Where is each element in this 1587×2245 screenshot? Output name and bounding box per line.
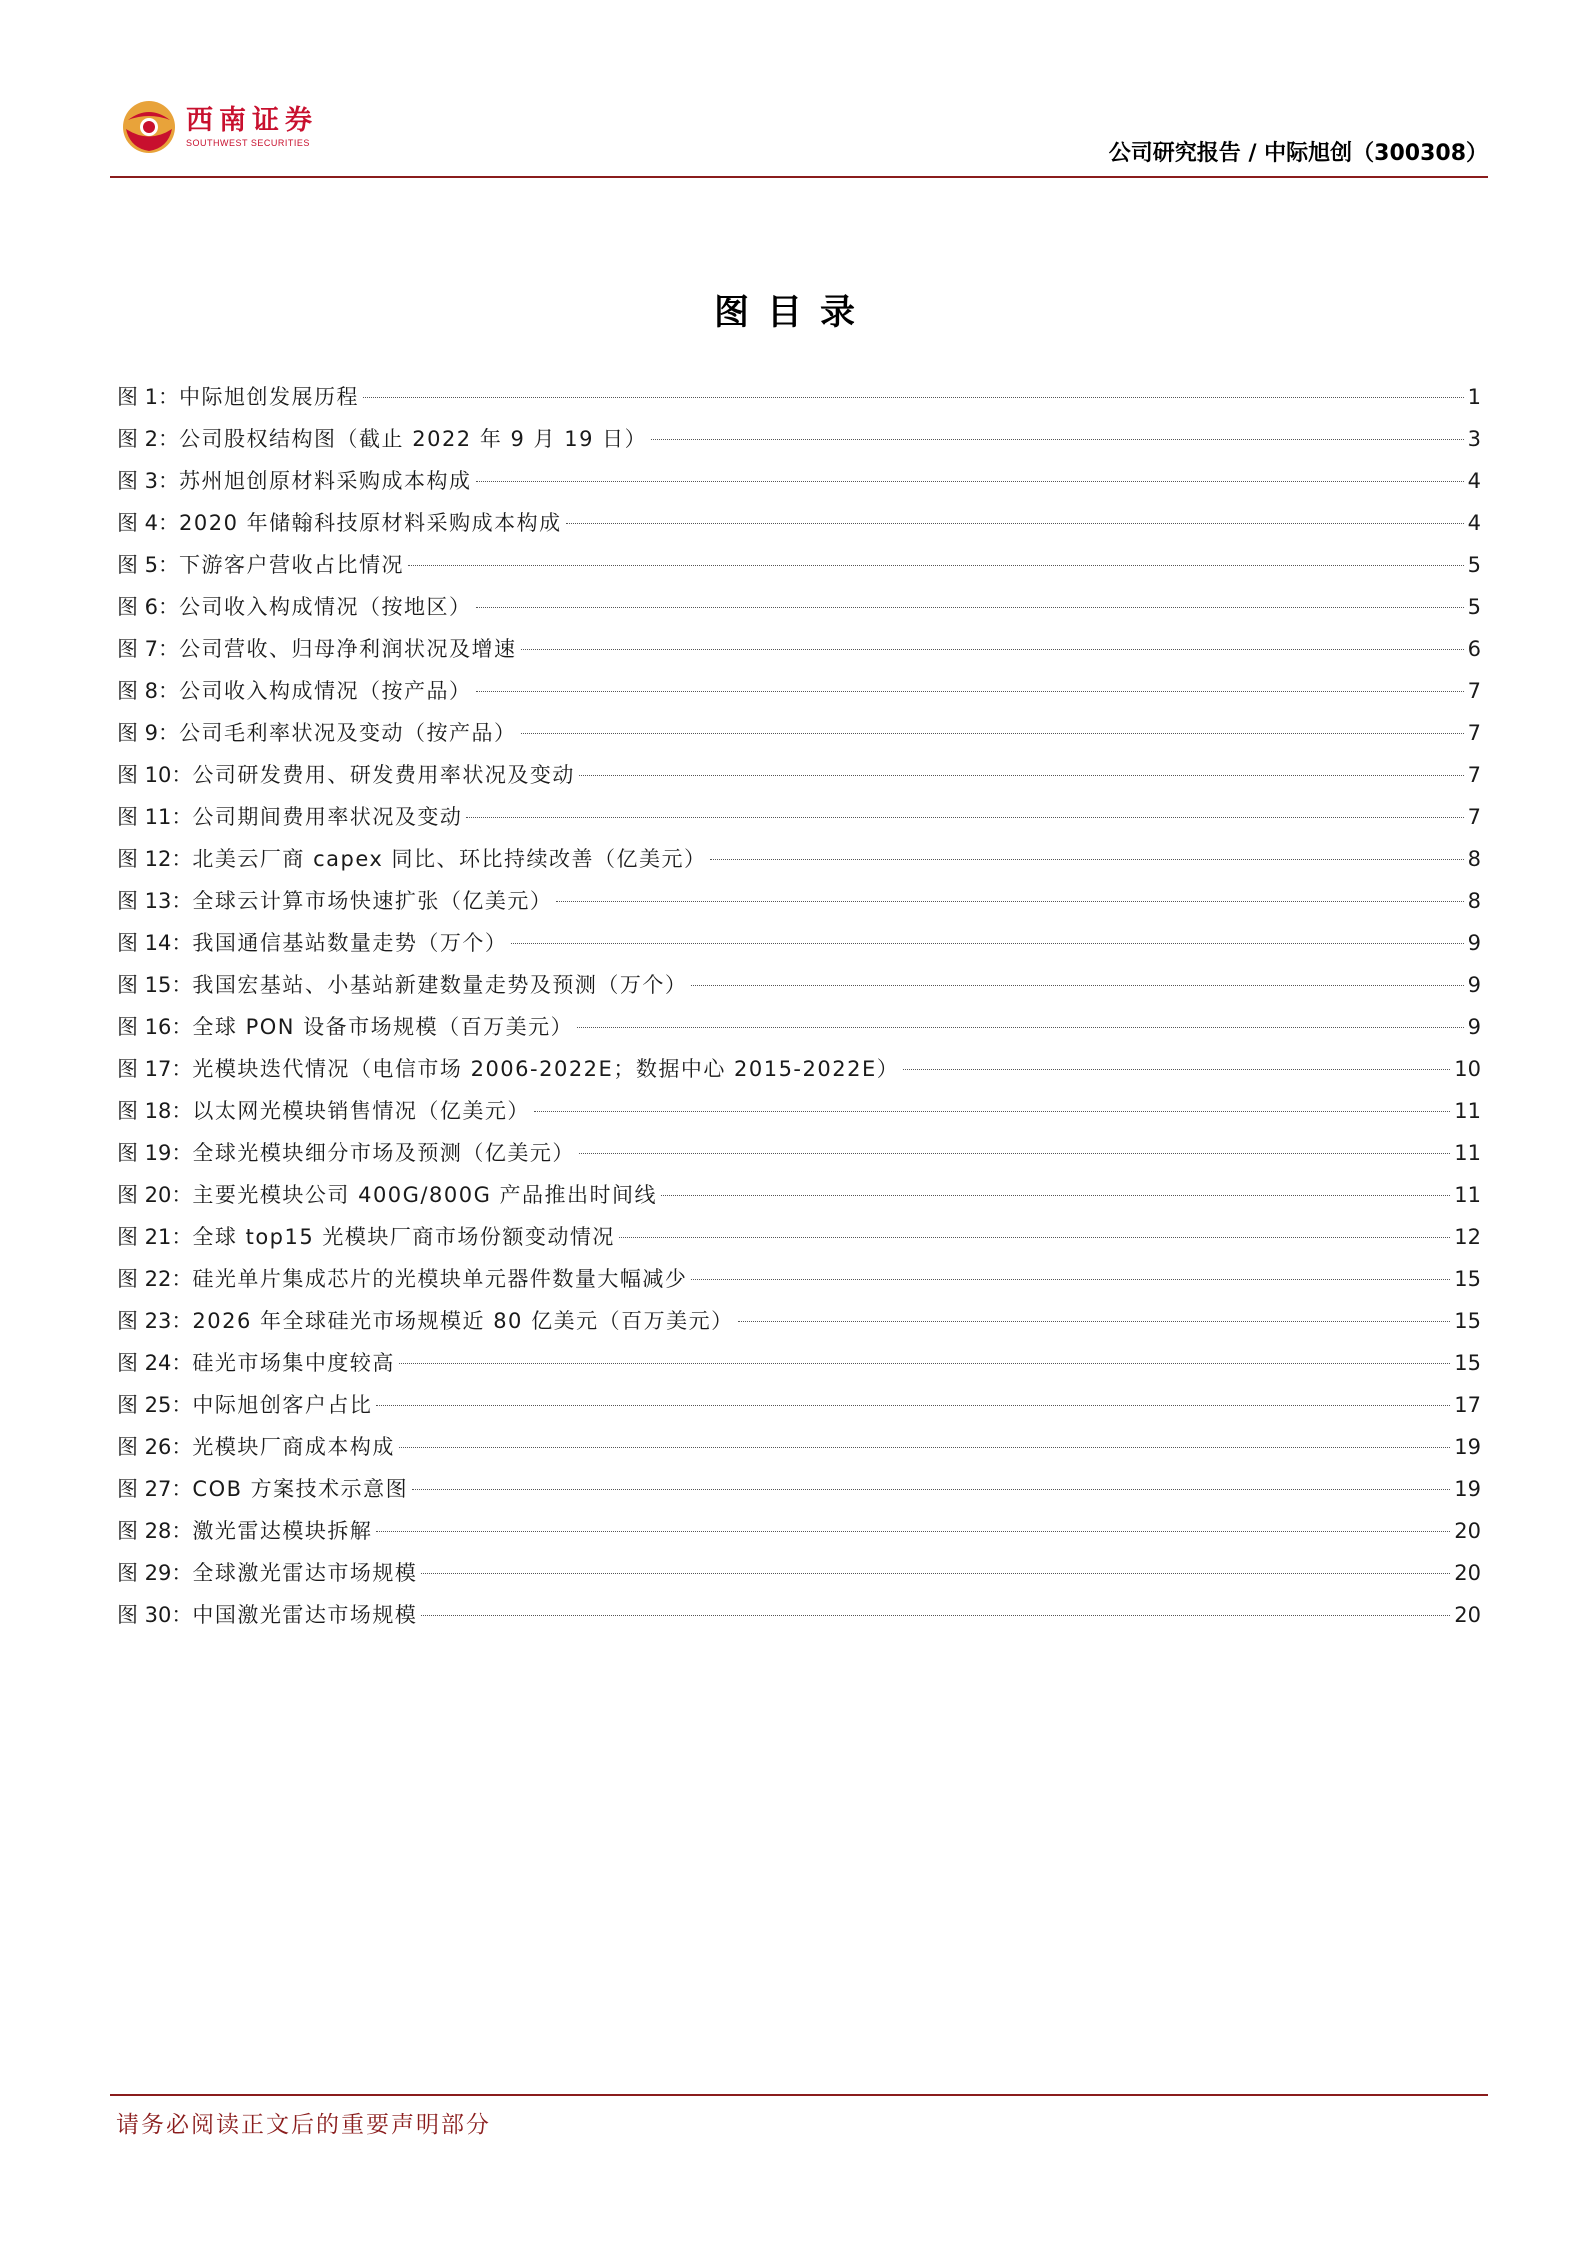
toc-entry-title: 公司收入构成情况（按地区） <box>179 595 472 619</box>
toc-leader-dots <box>376 1405 1450 1406</box>
toc-entry[interactable] <box>117 1468 1481 1510</box>
toc-entry-title: 硅光市场集中度较高 <box>192 1351 395 1375</box>
page-header <box>110 92 1488 178</box>
toc-entry-title: 2020 年储翰科技原材料采购成本构成 <box>179 511 562 535</box>
toc-entry[interactable] <box>117 1384 1481 1426</box>
toc-leader-dots <box>421 1573 1450 1574</box>
toc-leader-dots <box>421 1615 1450 1616</box>
toc-leader-dots <box>412 1489 1450 1490</box>
toc-leader-dots <box>577 1027 1463 1028</box>
toc-entry-page-number: 6 <box>1467 637 1481 661</box>
toc-entry-label: 图 17： <box>117 1057 193 1081</box>
toc-entry-label: 图 1： <box>117 385 180 409</box>
toc-entry[interactable] <box>117 964 1481 1006</box>
toc-entry-page-number: 12 <box>1454 1225 1481 1249</box>
toc-leader-dots <box>903 1069 1450 1070</box>
toc-entry[interactable] <box>117 1552 1481 1594</box>
toc-leader-dots <box>710 859 1463 860</box>
toc-leader-dots <box>651 439 1464 440</box>
toc-entry-title: 以太网光模块销售情况（亿美元） <box>192 1099 530 1123</box>
logo-chinese-name: 西南证券 <box>186 105 318 136</box>
toc-entry-label: 图 16： <box>117 1015 193 1039</box>
toc-entry-page-number: 7 <box>1467 721 1481 745</box>
toc-entry[interactable] <box>117 1426 1481 1468</box>
toc-entry-title: 全球激光雷达市场规模 <box>192 1561 418 1585</box>
toc-entry-page-number: 11 <box>1454 1099 1481 1123</box>
toc-leader-dots <box>661 1195 1450 1196</box>
toc-entry[interactable] <box>117 1216 1481 1258</box>
toc-entry-page-number: 15 <box>1454 1309 1481 1333</box>
toc-entry[interactable] <box>117 1132 1481 1174</box>
toc-entry-title: 公司期间费用率状况及变动 <box>192 805 463 829</box>
toc-entry-label: 图 14： <box>117 931 193 955</box>
toc-entry-page-number: 7 <box>1467 805 1481 829</box>
toc-entry[interactable] <box>117 1300 1481 1342</box>
toc-entry[interactable] <box>117 1258 1481 1300</box>
toc-entry-page-number: 11 <box>1454 1141 1481 1165</box>
toc-entry-title: 2026 年全球硅光市场规模近 80 亿美元（百万美元） <box>192 1309 734 1333</box>
toc-entry-page-number: 7 <box>1467 763 1481 787</box>
toc-entry-page-number: 8 <box>1467 847 1481 871</box>
toc-entry-title: 公司研发费用、研发费用率状况及变动 <box>192 763 575 787</box>
toc-entry[interactable] <box>117 460 1481 502</box>
toc-entry-page-number: 4 <box>1467 469 1481 493</box>
footer-disclaimer: 请务必阅读正文后的重要声明部分 <box>116 2112 491 2138</box>
toc-leader-dots <box>579 1153 1450 1154</box>
toc-leader-dots <box>466 817 1463 818</box>
toc-entry-label: 图 7： <box>117 637 180 661</box>
toc-entry-page-number: 15 <box>1454 1351 1481 1375</box>
toc-entry-title: 光模块厂商成本构成 <box>192 1435 395 1459</box>
toc-entry-page-number: 20 <box>1454 1519 1481 1543</box>
toc-entry-title: 硅光单片集成芯片的光模块单元器件数量大幅减少 <box>192 1267 688 1291</box>
toc-entry-label: 图 5： <box>117 553 180 577</box>
toc-entry-label: 图 10： <box>117 763 193 787</box>
toc-entry-label: 图 29： <box>117 1561 193 1585</box>
toc-entry-label: 图 22： <box>117 1267 193 1291</box>
toc-entry-page-number: 15 <box>1454 1267 1481 1291</box>
toc-leader-dots <box>476 607 1464 608</box>
toc-entry-label: 图 8： <box>117 679 180 703</box>
toc-entry-page-number: 4 <box>1467 511 1481 535</box>
toc-entry-label: 图 6： <box>117 595 180 619</box>
toc-leader-dots <box>408 565 1464 566</box>
toc-entry-page-number: 7 <box>1467 679 1481 703</box>
toc-entry[interactable] <box>117 838 1481 880</box>
logo-emblem-icon <box>120 98 178 156</box>
toc-entry-page-number: 1 <box>1467 385 1481 409</box>
toc-entry[interactable] <box>117 1510 1481 1552</box>
toc-entry-label: 图 12： <box>117 847 193 871</box>
toc-entry[interactable] <box>117 1048 1481 1090</box>
toc-leader-dots <box>476 481 1464 482</box>
toc-entry-title: 北美云厂商 capex 同比、环比持续改善（亿美元） <box>192 847 707 871</box>
figure-table-of-contents <box>117 376 1481 1636</box>
toc-entry-title: 我国宏基站、小基站新建数量走势及预测（万个） <box>192 973 688 997</box>
toc-entry[interactable] <box>117 502 1481 544</box>
toc-entry[interactable] <box>117 1006 1481 1048</box>
page-title: 图目录 <box>713 293 873 333</box>
toc-entry-page-number: 19 <box>1454 1477 1481 1501</box>
toc-entry-page-number: 9 <box>1467 973 1481 997</box>
toc-entry-label: 图 2： <box>117 427 180 451</box>
toc-entry-label: 图 4： <box>117 511 180 535</box>
toc-entry[interactable] <box>117 544 1481 586</box>
toc-entry-label: 图 3： <box>117 469 180 493</box>
toc-entry-label: 图 15： <box>117 973 193 997</box>
toc-entry-title: 光模块迭代情况（电信市场 2006-2022E；数据中心 2015-2022E） <box>192 1057 900 1081</box>
toc-entry-label: 图 24： <box>117 1351 193 1375</box>
toc-leader-dots <box>521 733 1464 734</box>
toc-entry-title: 全球云计算市场快速扩张（亿美元） <box>192 889 553 913</box>
toc-entry[interactable] <box>117 670 1481 712</box>
toc-entry[interactable] <box>117 1174 1481 1216</box>
toc-entry-label: 图 13： <box>117 889 193 913</box>
toc-entry-page-number: 20 <box>1454 1603 1481 1627</box>
toc-entry-label: 图 20： <box>117 1183 193 1207</box>
toc-entry-page-number: 3 <box>1467 427 1481 451</box>
toc-leader-dots <box>521 649 1464 650</box>
toc-entry[interactable] <box>117 1090 1481 1132</box>
toc-entry[interactable] <box>117 880 1481 922</box>
logo-english-name: SOUTHWEST SECURITIES <box>186 138 310 148</box>
toc-entry-title: 全球光模块细分市场及预测（亿美元） <box>192 1141 575 1165</box>
toc-leader-dots <box>376 1531 1450 1532</box>
toc-leader-dots <box>556 901 1463 902</box>
toc-leader-dots <box>738 1321 1451 1322</box>
toc-entry-title: 全球 PON 设备市场规模（百万美元） <box>192 1015 574 1039</box>
toc-entry-label: 图 9： <box>117 721 180 745</box>
toc-leader-dots <box>511 943 1463 944</box>
toc-entry-label: 图 19： <box>117 1141 193 1165</box>
toc-entry-title: 我国通信基站数量走势（万个） <box>192 931 508 955</box>
toc-leader-dots <box>363 397 1464 398</box>
toc-entry-page-number: 5 <box>1467 595 1481 619</box>
toc-entry-label: 图 25： <box>117 1393 193 1417</box>
toc-entry-label: 图 28： <box>117 1519 193 1543</box>
toc-entry[interactable] <box>117 418 1481 460</box>
toc-leader-dots <box>691 985 1463 986</box>
report-title: 公司研究报告 / 中际旭创（300308） <box>1108 141 1488 166</box>
toc-entry-title: 公司毛利率状况及变动（按产品） <box>179 721 517 745</box>
toc-entry[interactable] <box>117 754 1481 796</box>
toc-leader-dots <box>399 1363 1450 1364</box>
toc-entry-label: 图 18： <box>117 1099 193 1123</box>
toc-entry-label: 图 27： <box>117 1477 193 1501</box>
toc-entry-title: 中际旭创发展历程 <box>179 385 360 409</box>
toc-leader-dots <box>579 775 1464 776</box>
toc-entry-title: COB 方案技术示意图 <box>192 1477 409 1501</box>
toc-entry-page-number: 20 <box>1454 1561 1481 1585</box>
toc-entry-page-number: 19 <box>1454 1435 1481 1459</box>
toc-entry-title: 公司营收、归母净利润状况及增速 <box>179 637 517 661</box>
toc-leader-dots <box>399 1447 1450 1448</box>
footer-divider <box>110 2094 1488 2096</box>
toc-entry-title: 苏州旭创原材料采购成本构成 <box>179 469 472 493</box>
toc-entry[interactable] <box>117 376 1481 418</box>
toc-entry-title: 中际旭创客户占比 <box>192 1393 373 1417</box>
header-divider <box>110 176 1488 178</box>
toc-entry-title: 激光雷达模块拆解 <box>192 1519 373 1543</box>
toc-entry-title: 全球 top15 光模块厂商市场份额变动情况 <box>192 1225 615 1249</box>
toc-entry[interactable] <box>117 796 1481 838</box>
toc-entry-label: 图 21： <box>117 1225 193 1249</box>
toc-leader-dots <box>619 1237 1450 1238</box>
toc-leader-dots <box>691 1279 1450 1280</box>
toc-entry-title: 中国激光雷达市场规模 <box>192 1603 418 1627</box>
company-logo <box>120 98 318 156</box>
toc-entry-page-number: 17 <box>1454 1393 1481 1417</box>
toc-entry-page-number: 8 <box>1467 889 1481 913</box>
toc-entry-title: 公司收入构成情况（按产品） <box>179 679 472 703</box>
toc-entry[interactable] <box>117 586 1481 628</box>
toc-entry[interactable] <box>117 922 1481 964</box>
toc-entry-title: 公司股权结构图（截止 2022 年 9 月 19 日） <box>179 427 648 451</box>
toc-entry[interactable] <box>117 628 1481 670</box>
toc-leader-dots <box>566 523 1464 524</box>
toc-entry[interactable] <box>117 1342 1481 1384</box>
toc-entry-label: 图 30： <box>117 1603 193 1627</box>
toc-entry-page-number: 9 <box>1467 931 1481 955</box>
toc-leader-dots <box>534 1111 1450 1112</box>
toc-entry[interactable] <box>117 712 1481 754</box>
toc-entry-label: 图 23： <box>117 1309 193 1333</box>
toc-entry-title: 下游客户营收占比情况 <box>179 553 405 577</box>
toc-entry-page-number: 5 <box>1467 553 1481 577</box>
toc-entry-page-number: 10 <box>1454 1057 1481 1081</box>
toc-entry-label: 图 26： <box>117 1435 193 1459</box>
toc-entry-page-number: 9 <box>1467 1015 1481 1039</box>
toc-leader-dots <box>476 691 1464 692</box>
toc-entry-label: 图 11： <box>117 805 193 829</box>
toc-entry-page-number: 11 <box>1454 1183 1481 1207</box>
toc-entry-title: 主要光模块公司 400G/800G 产品推出时间线 <box>192 1183 658 1207</box>
toc-entry[interactable] <box>117 1594 1481 1636</box>
